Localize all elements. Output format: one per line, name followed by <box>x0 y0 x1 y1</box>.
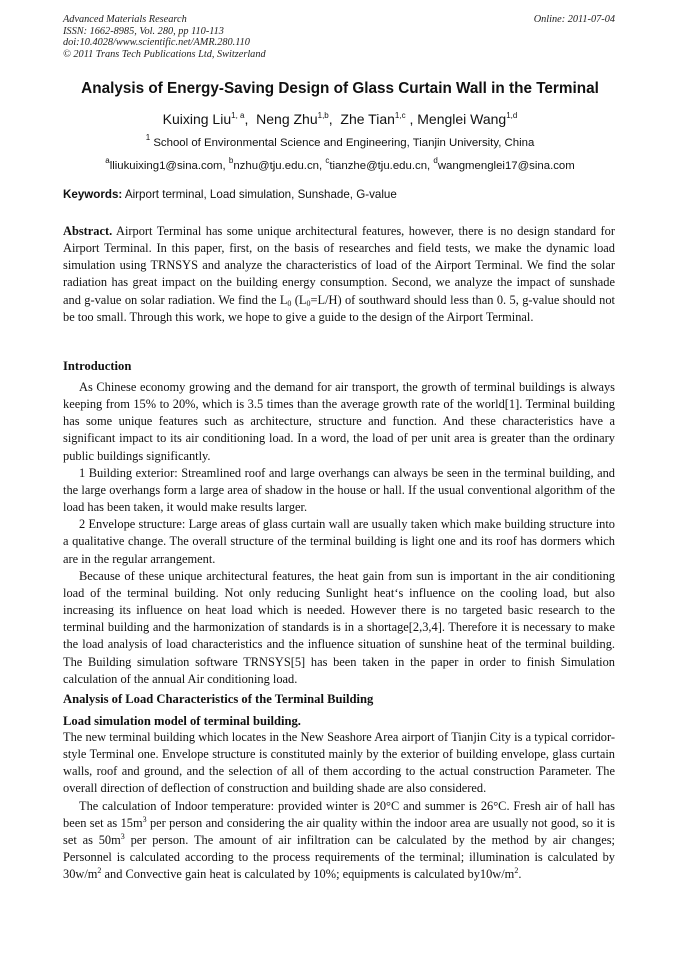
subscript: 0 <box>306 298 311 308</box>
author-name: Zhe Tian <box>340 111 395 127</box>
email-sup: c <box>325 156 330 165</box>
email: tianzhe@tju.edu.cn, <box>329 160 431 172</box>
analysis-body <box>63 729 615 883</box>
email: nzhu@tju.edu.cn, <box>233 160 323 172</box>
copyright-line: © 2011 Trans Tech Publications Ltd, Switzerland <box>63 48 266 60</box>
paragraph <box>63 798 615 884</box>
email: wangmenglei17@sina.com <box>437 160 575 172</box>
paragraph: The new terminal building which locates in the New Seashore Area airport of Tianjin City is a typical corridor-style Terminal one. Envelope structure is constituted mainly by the exterior of building envelope, glass curtain walls, roof and ground, and the selection of all of them according to the actual construction Parameter. The overall direction of deflection of construction and building shade are also considered. <box>63 730 615 796</box>
text-run: The calculation of Indoor temperature: provided winter is 20°C and summer is 26°C. Fresh air of hall has been set as 15m <box>63 798 615 830</box>
affiliation <box>40 133 640 149</box>
section-heading-introduction: Introduction <box>63 359 132 373</box>
abstract-text: =L/H) of southward should less than 0. 5, g-value should not be too small. Through this work, we hope to give a guide to the design of the Airport Terminal. <box>63 292 616 324</box>
author-sup: 1,c <box>394 111 406 120</box>
subscript: 0 <box>287 298 292 308</box>
affiliation-text: School of Environmental Science and Engineering, Tianjin University, China <box>153 137 535 149</box>
author-list: Kuixing Liu$^{1, a}$, Neng Zhu$^{1,b}$, Zhe Tian$^{1,c}$ , Menglei Wang$^{1,d}$ <box>162 111 518 127</box>
introduction-body <box>63 379 615 688</box>
paragraph: As Chinese economy growing and the demand for air transport, the growth of terminal buildings is always keeping from 15% to 20%, which is 3.5 times than the average growth rate of the world[1]. Terminal building has some unique features such as architecture, structure and function. And these characteristics have a significant impact to its air conditioning load. In a word, the load of per unit area is greater than the ordinary public buildings significantly. <box>63 380 615 463</box>
paragraph: Because of these unique architectural features, the heat gain from sun is important in the air conditioning load of the terminal building. Not only reducing Sunlight heat‘s influence on the cooling load, but also increasing its influence on heat load which is needed. However there is no targeted basic research to the terminal building and the harmonization of standards is in a shortage[2,3,4]. Therefore it is necessary to make the load analysis of load characteristics and the influence situation of sunshine heat of the terminal building. The Building simulation software TRNSYS[5] has been taken in the paper in order to finish Simulation calculation of the annual Air conditioning load. <box>63 568 615 686</box>
paragraph: 1 Building exterior: Streamlined roof and large overhangs can always be seen in the terminal building, and the large overhangs form a large area of shadow in the house or hall. If the usual conventional algorithm of the load has been taken, it would make results larger. <box>63 465 615 515</box>
text-run: per person and considering the air quality within the indoor area are usually not good, so it is set as 50m <box>63 815 615 847</box>
author-sup: 1, a <box>231 111 245 120</box>
affiliation-sup: 1 <box>145 133 151 142</box>
email-list <box>30 156 650 172</box>
issn-line: ISSN: 1662-8985, Vol. 280, pp 110-113 <box>63 25 224 37</box>
doi-line: doi:10.4028/www.scientific.net/AMR.280.110 <box>63 37 250 49</box>
keywords-label: Keywords: <box>63 188 123 201</box>
email-sup: b <box>228 156 234 165</box>
online-date: Online: 2011-07-04 <box>533 14 615 25</box>
author-name: Kuixing Liu <box>162 111 232 127</box>
journal-name: Advanced Materials Research <box>63 14 187 25</box>
text-run: and Convective gain heat is calculated by 10%; equipments is calculated by10w/m <box>101 867 515 882</box>
subsection-heading: Load simulation model of terminal building. <box>63 714 301 728</box>
superscript: 2 <box>97 866 102 876</box>
superscript: 2 <box>514 866 519 876</box>
superscript: 3 <box>142 814 147 824</box>
author-sup: 1,d <box>506 111 518 120</box>
abstract-text: (L <box>291 292 307 307</box>
journal-header <box>63 14 615 60</box>
abstract <box>63 223 615 326</box>
keywords-text: Airport terminal, Load simulation, Sunshade, G-value <box>124 188 397 201</box>
email-sup: a <box>105 156 110 165</box>
author-name: Menglei Wang <box>417 111 507 127</box>
email: lliukuixing1@sina.com, <box>109 160 226 172</box>
text-run: per person. The amount of air infiltration can be calculated by the method by air changes; Personnel is calculated according to the process requirements of the terminal; illumination is calculated by 30w/m <box>63 832 616 882</box>
abstract-text: Airport Terminal has some unique architectural features, however, there is no design standard for Airport Terminal. In this paper, first, on the basis of researches and field tests, we make the dynamic load simulation using TRNSYS and analyze the characteristics of load of the Airport Terminal. We find the solar radiation has great impact on the building energy consumption. Second, we analyze the impact of sunshade and g-value on solar radiation. We find the L <box>63 224 615 307</box>
superscript: 3 <box>120 831 125 841</box>
text-run: . <box>518 867 522 882</box>
abstract-label: Abstract. <box>63 224 113 238</box>
section-heading-analysis: Analysis of Load Characteristics of the Terminal Building <box>63 692 374 706</box>
paragraph: 2 Envelope structure: Large areas of glass curtain wall are usually taken which make building structure into a qualitative change. The overall structure of the terminal building is light one and its roof has dormers which are in the regular arrangement. <box>63 517 615 566</box>
paper-title: Analysis of Energy-Saving Design of Glass Curtain Wall in the Terminal <box>81 80 599 97</box>
email-sup: d <box>433 156 438 165</box>
keywords <box>63 188 615 201</box>
author-sup: 1,b <box>317 111 329 120</box>
author-name: Neng Zhu <box>256 111 318 127</box>
